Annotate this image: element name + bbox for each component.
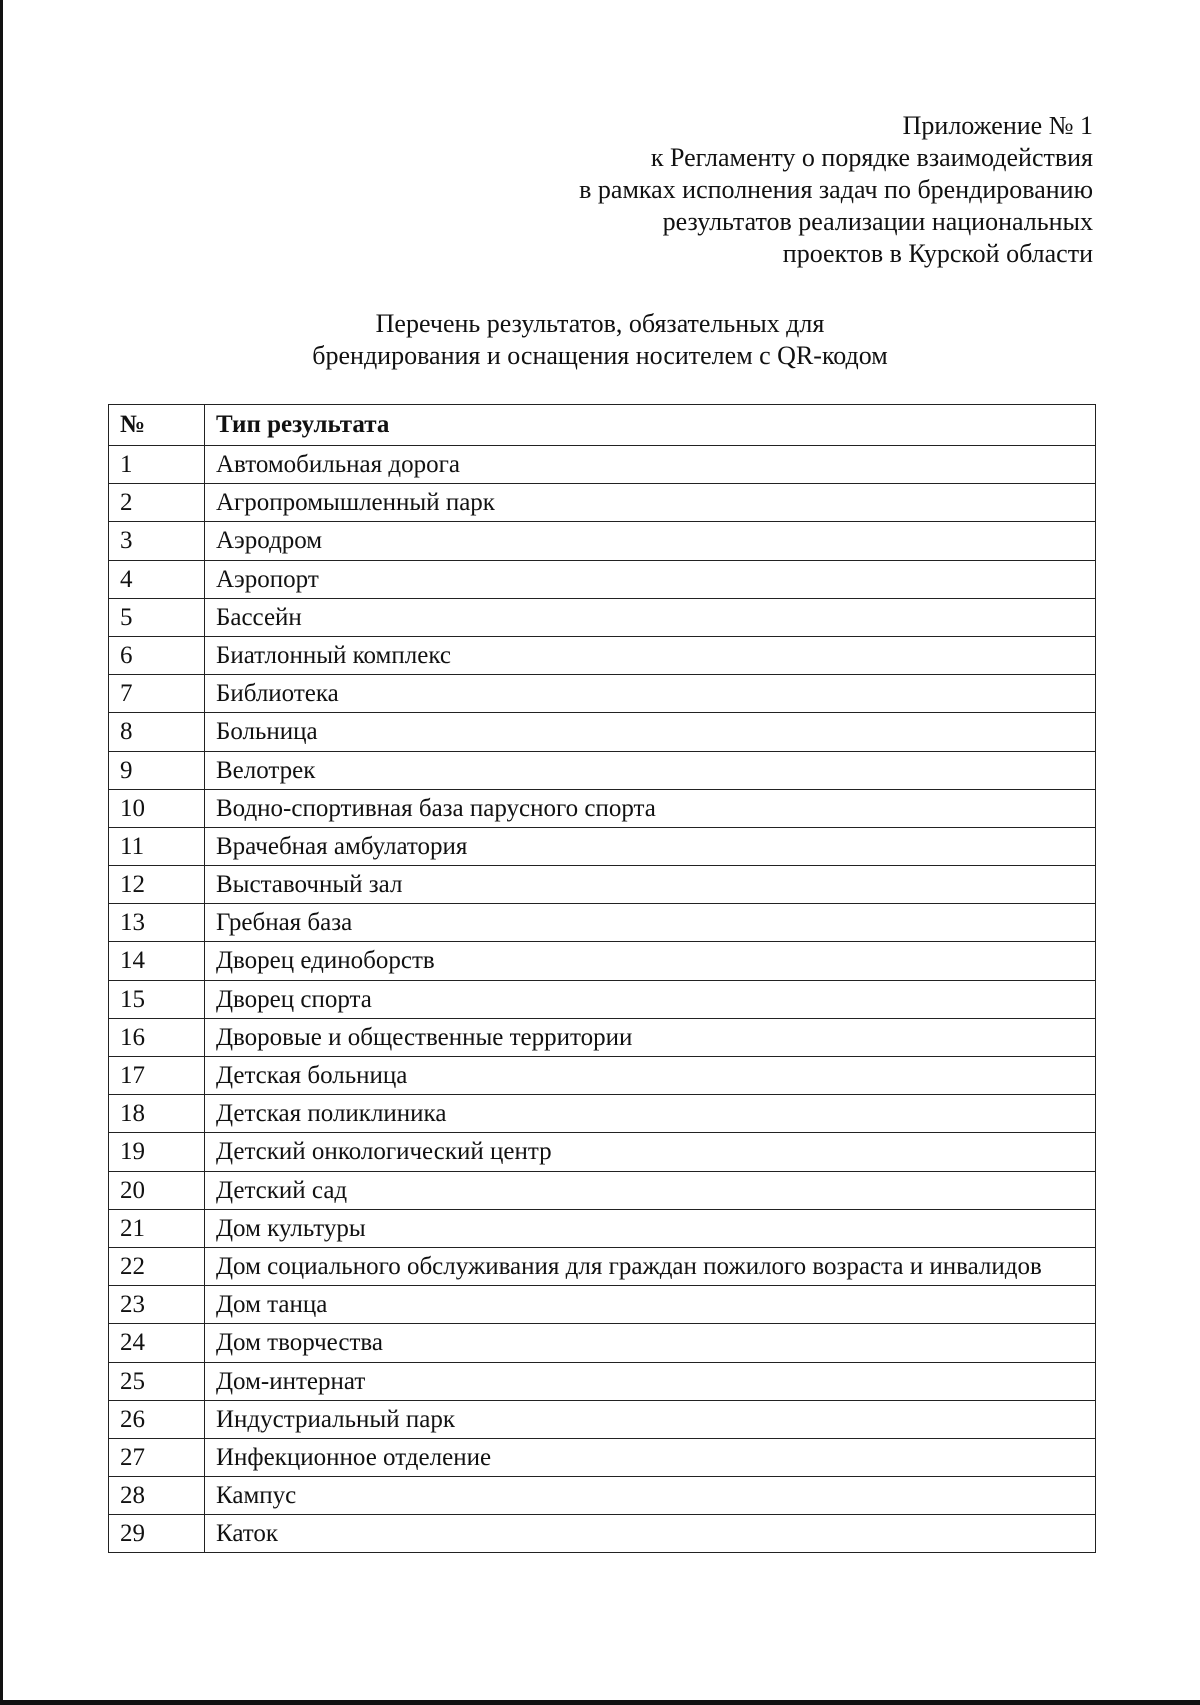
row-number: 24	[109, 1324, 205, 1362]
row-number: 18	[109, 1095, 205, 1133]
row-result-type: Гребная база	[205, 904, 1096, 942]
appendix-header	[579, 110, 1093, 270]
scan-edge-left	[0, 0, 3, 1700]
table-row	[109, 1209, 1096, 1247]
scan-edge-bottom	[0, 1700, 1200, 1705]
row-result-type: Дворец единоборств	[205, 942, 1096, 980]
row-number: 19	[109, 1133, 205, 1171]
table-row	[109, 1133, 1096, 1171]
caption-line: Перечень результатов, обязательных для	[375, 309, 825, 338]
table-row	[109, 1324, 1096, 1362]
row-result-type: Детский онкологический центр	[205, 1133, 1096, 1171]
header-number: №	[109, 405, 205, 446]
row-number: 28	[109, 1477, 205, 1515]
row-number: 22	[109, 1247, 205, 1285]
row-result-type: Дворец спорта	[205, 980, 1096, 1018]
row-number: 9	[109, 751, 205, 789]
results-table	[108, 404, 1096, 1553]
table-row	[109, 751, 1096, 789]
table-row	[109, 1438, 1096, 1476]
table-row	[109, 789, 1096, 827]
row-number: 23	[109, 1286, 205, 1324]
row-number: 8	[109, 713, 205, 751]
appendix-line: в рамках исполнения задач по брендированию	[579, 175, 1093, 204]
row-result-type: Библиотека	[205, 675, 1096, 713]
row-number: 17	[109, 1057, 205, 1095]
row-result-type: Дом социального обслуживания для граждан пожилого возраста и инвалидов	[205, 1247, 1096, 1285]
row-result-type: Врачебная амбулатория	[205, 827, 1096, 865]
row-result-type: Выставочный зал	[205, 866, 1096, 904]
row-number: 25	[109, 1362, 205, 1400]
row-number: 13	[109, 904, 205, 942]
row-number: 27	[109, 1438, 205, 1476]
table-row	[109, 1171, 1096, 1209]
row-number: 14	[109, 942, 205, 980]
document-caption	[0, 308, 1200, 372]
row-number: 12	[109, 866, 205, 904]
appendix-line: к Регламенту о порядке взаимодействия	[650, 143, 1093, 172]
row-number: 3	[109, 522, 205, 560]
table-row	[109, 484, 1096, 522]
header-result-type: Тип результата	[205, 405, 1096, 446]
row-result-type: Детский сад	[205, 1171, 1096, 1209]
row-result-type: Велотрек	[205, 751, 1096, 789]
appendix-line: Приложение № 1	[902, 111, 1093, 140]
table-row	[109, 1515, 1096, 1553]
row-number: 1	[109, 446, 205, 484]
row-number: 2	[109, 484, 205, 522]
table-row	[109, 866, 1096, 904]
row-number: 21	[109, 1209, 205, 1247]
row-result-type: Автомобильная дорога	[205, 446, 1096, 484]
table-row	[109, 560, 1096, 598]
table-row	[109, 827, 1096, 865]
row-result-type: Индустриальный парк	[205, 1400, 1096, 1438]
table-row	[109, 1095, 1096, 1133]
table-row	[109, 942, 1096, 980]
caption-line: брендирования и оснащения носителем с QR-кодом	[312, 341, 888, 370]
row-result-type: Каток	[205, 1515, 1096, 1553]
row-result-type: Аэропорт	[205, 560, 1096, 598]
row-result-type: Инфекционное отделение	[205, 1438, 1096, 1476]
row-result-type: Дом танца	[205, 1286, 1096, 1324]
row-result-type: Водно-спортивная база парусного спорта	[205, 789, 1096, 827]
row-number: 29	[109, 1515, 205, 1553]
row-number: 11	[109, 827, 205, 865]
table-row	[109, 1477, 1096, 1515]
row-number: 7	[109, 675, 205, 713]
row-number: 4	[109, 560, 205, 598]
row-result-type: Бассейн	[205, 598, 1096, 636]
table-row	[109, 1247, 1096, 1285]
row-result-type: Дом творчества	[205, 1324, 1096, 1362]
table-row	[109, 675, 1096, 713]
row-number: 6	[109, 636, 205, 674]
table-row	[109, 1018, 1096, 1056]
row-result-type: Биатлонный комплекс	[205, 636, 1096, 674]
appendix-line: проектов в Курской области	[782, 239, 1093, 268]
table-row	[109, 1057, 1096, 1095]
table-row	[109, 446, 1096, 484]
table-row	[109, 598, 1096, 636]
row-result-type: Детская больница	[205, 1057, 1096, 1095]
row-result-type: Дом-интернат	[205, 1362, 1096, 1400]
table-row	[109, 1362, 1096, 1400]
row-result-type: Агропромышленный парк	[205, 484, 1096, 522]
row-number: 10	[109, 789, 205, 827]
table-row	[109, 980, 1096, 1018]
table-row	[109, 522, 1096, 560]
row-number: 16	[109, 1018, 205, 1056]
appendix-line: результатов реализации национальных	[662, 207, 1093, 236]
table-row	[109, 636, 1096, 674]
table-row	[109, 904, 1096, 942]
row-result-type: Дворовые и общественные территории	[205, 1018, 1096, 1056]
row-number: 26	[109, 1400, 205, 1438]
table-row	[109, 713, 1096, 751]
row-result-type: Кампус	[205, 1477, 1096, 1515]
row-number: 15	[109, 980, 205, 1018]
table-row	[109, 1286, 1096, 1324]
table-row	[109, 1400, 1096, 1438]
header-row	[109, 405, 1096, 446]
table-body	[109, 446, 1096, 1553]
row-result-type: Дом культуры	[205, 1209, 1096, 1247]
row-number: 20	[109, 1171, 205, 1209]
row-number: 5	[109, 598, 205, 636]
table-header	[109, 405, 1096, 446]
row-result-type: Больница	[205, 713, 1096, 751]
row-result-type: Детская поликлиника	[205, 1095, 1096, 1133]
row-result-type: Аэродром	[205, 522, 1096, 560]
